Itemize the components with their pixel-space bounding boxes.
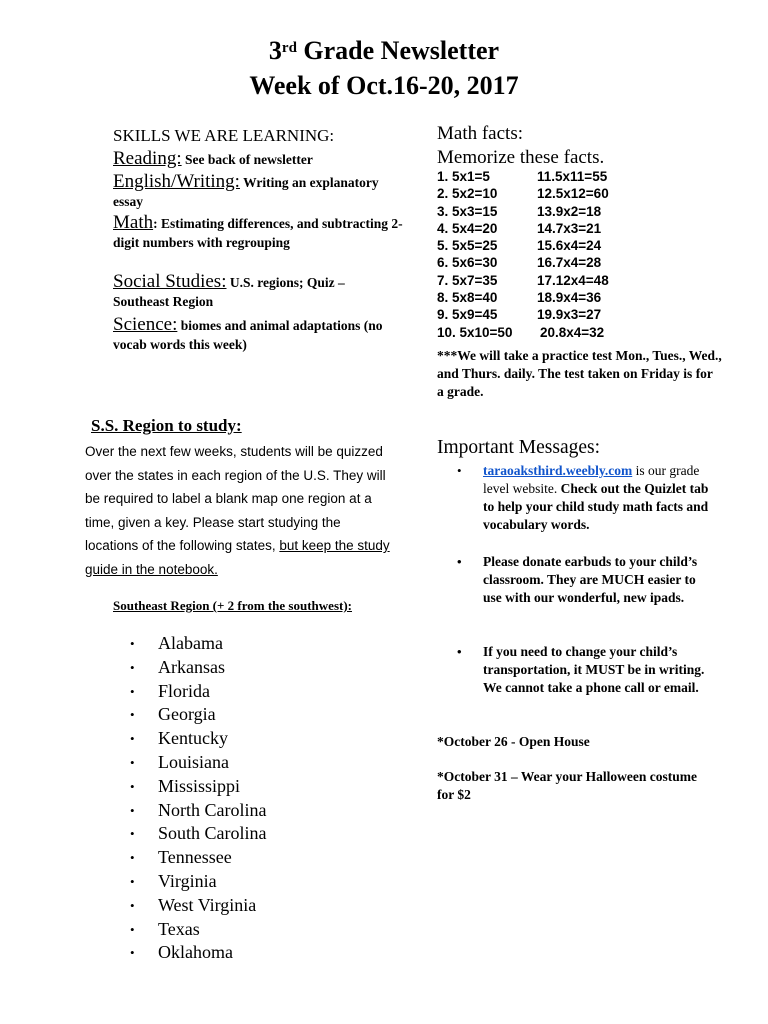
fact-row: 4. 5x4=20 14.7x3=21 (437, 220, 602, 236)
bullet-icon: • (130, 897, 135, 913)
list-item: • South Carolina (130, 822, 267, 846)
newsletter-subtitle: Week of Oct.16-20, 2017 (249, 71, 519, 100)
message-earbuds: • Please donate earbuds to your child’s classroom. They are MUCH easier to use with our wonderful, new ipads. (457, 554, 698, 605)
fact-row: 1. 5x1=5 11.5x11=55 (437, 169, 608, 184)
study-guide-note: but keep the study guide in the notebook. (85, 538, 390, 577)
fact-row: 10. 5x10=50 20.8x4=32 (437, 324, 605, 340)
list-item: • Louisiana (130, 751, 267, 775)
list-item: • Texas (130, 918, 267, 942)
list-item: • Virginia (130, 870, 267, 894)
skill-text: U.S. regions; Quiz – Southeast Region (113, 275, 345, 309)
skill-social-studies (113, 271, 403, 311)
open-house-note: *October 26 - Open House (437, 734, 590, 749)
skill-text: : Estimating differences, and subtracting 2-digit numbers with regrouping (113, 216, 403, 250)
skill-text: Writing an explanatory essay (113, 175, 379, 209)
skill-subject: Reading: (113, 148, 182, 169)
list-item: • Oklahoma (130, 941, 267, 965)
math-facts-heading: Math facts: (437, 123, 524, 144)
list-item: • Kentucky (130, 727, 267, 751)
skill-subject: Science: (113, 314, 178, 335)
list-item: • Georgia (130, 703, 267, 727)
bullet-icon: • (457, 463, 462, 478)
math-facts-list (437, 168, 727, 341)
skill-math (113, 212, 403, 252)
southeast-region-heading: Southeast Region (+ 2 from the southwest): (113, 598, 352, 613)
list-item: • West Virginia (130, 894, 267, 918)
ss-region-paragraph: Over the next few weeks, students will be quizzed over the states in each region of the U.S. They will be required to label a blank map one region at a time, given a key. Please start studying the locations of the following states, but keep the study guide in the notebook. (85, 444, 390, 577)
list-item: • Mississippi (130, 775, 267, 799)
bullet-icon: • (457, 554, 462, 569)
skill-subject: Math (113, 212, 154, 233)
list-item: • Arkansas (130, 656, 267, 680)
bullet-icon: • (130, 850, 135, 866)
ss-region-heading: S.S. Region to study: (91, 416, 242, 435)
bullet-icon: • (130, 636, 135, 651)
bullet-icon: • (130, 754, 135, 770)
bullet-icon: • (130, 802, 135, 818)
halloween-note: *October 31 – Wear your Halloween costume for $2 (437, 769, 697, 802)
math-facts-subheading: Memorize these facts. (437, 147, 605, 168)
website-link[interactable]: taraoaksthird.weebly.com (483, 463, 633, 478)
fact-row: 8. 5x8=40 18.9x4=36 (437, 290, 602, 306)
bullet-icon: • (130, 778, 135, 794)
message-website: • taraoaksthird.weebly.com is our grade level website. Check out the Quizlet tab to help your child study math facts and vocabulary words. (457, 463, 709, 532)
bullet-icon: • (130, 659, 135, 675)
fact-row: 9. 5x9=45 19.9x3=27 (437, 307, 602, 323)
skill-text: biomes and animal adaptations (no vocab words this week) (113, 318, 383, 352)
bullet-icon: • (457, 644, 462, 659)
bullet-icon: • (130, 683, 135, 699)
skills-heading: SKILLS WE ARE LEARNING: (113, 126, 335, 145)
newsletter-title: 3rd Grade Newsletter (268, 36, 500, 65)
bullet-icon: • (130, 921, 135, 937)
bullet-icon: • (130, 873, 135, 889)
states-list (130, 632, 267, 965)
bullet-icon: • (130, 826, 135, 842)
fact-row: 2. 5x2=10 12.5x12=60 (437, 186, 609, 202)
skill-english (113, 171, 403, 211)
bullet-icon: • (130, 731, 135, 747)
fact-row: 5. 5x5=25 15.6x4=24 (437, 238, 602, 254)
skill-science (113, 314, 403, 354)
math-test-note: ***We will take a practice test Mon., Tues., Wed., and Thurs. daily. The test taken on Friday is for a grade. (437, 348, 722, 399)
skill-subject: English/Writing: (113, 171, 240, 192)
fact-row: 7. 5x7=35 17.12x4=48 (437, 272, 609, 288)
list-item: • Tennessee (130, 846, 267, 870)
list-item: • Florida (130, 680, 267, 704)
bullet-icon: • (130, 707, 135, 723)
title-superscript: rd (281, 40, 297, 56)
skill-text: See back of newsletter (181, 152, 313, 167)
bullet-icon: • (130, 945, 135, 961)
important-messages-heading: Important Messages: (437, 437, 601, 458)
fact-row: 6. 5x6=30 16.7x4=28 (437, 255, 602, 271)
skill-reading (113, 148, 403, 170)
message-transportation: • If you need to change your child’s transportation, it MUST be in writing. We cannot take a phone call or email. (457, 644, 705, 695)
list-item: • Alabama (130, 632, 267, 656)
skill-subject: Social Studies: (113, 271, 227, 292)
fact-row: 3. 5x3=15 13.9x2=18 (437, 203, 602, 219)
list-item: • North Carolina (130, 799, 267, 823)
